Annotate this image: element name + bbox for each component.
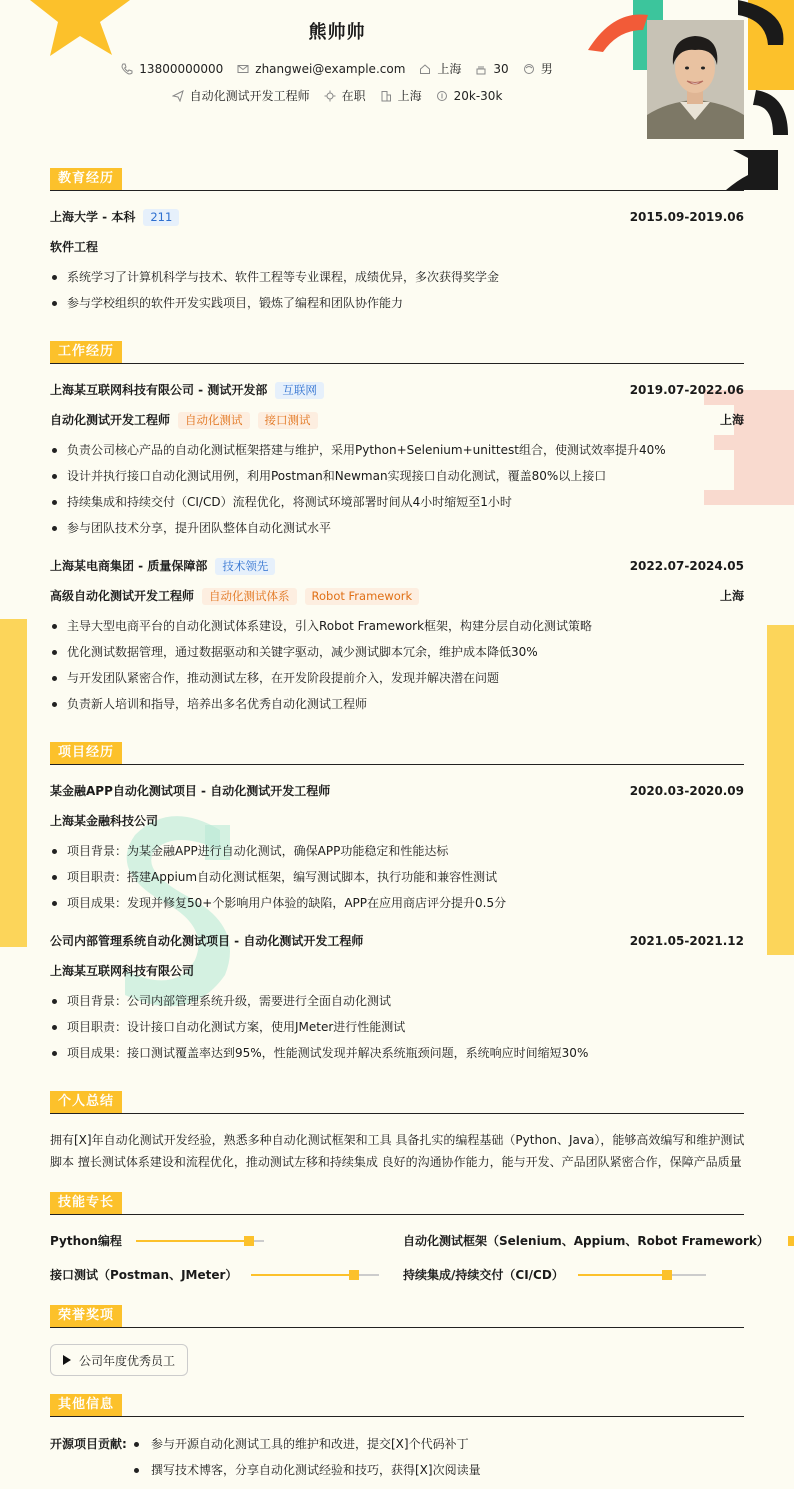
project-header — [50, 932, 744, 950]
section-education — [50, 168, 744, 191]
major: 软件工程 — [50, 240, 99, 254]
skill-bar — [578, 1274, 706, 1276]
job-intent-row — [0, 87, 674, 104]
role-tag: 自动化测试体系 — [202, 588, 297, 605]
role-title: 自动化测试开发工程师 — [50, 413, 171, 427]
school-tag: 211 — [143, 209, 179, 226]
age-icon — [475, 63, 487, 75]
company-name: 上海某电商集团 - 质量保障部 — [50, 559, 208, 573]
project-company-row — [50, 962, 744, 980]
skill-item — [50, 1266, 379, 1284]
section-title: 工作经历 — [50, 341, 122, 363]
section-work — [50, 341, 744, 364]
skill-fill — [136, 1240, 249, 1242]
section-title: 项目经历 — [50, 742, 122, 764]
skill-knob — [349, 1270, 359, 1280]
job-city — [380, 87, 422, 104]
list-item: 参与开源自动化测试工具的维护和改进，提交[X]个代码补丁 — [134, 1435, 469, 1453]
list-item: 项目职责：搭建Appium自动化测试框架，编写测试脚本，执行功能和兼容性测试 — [50, 868, 744, 886]
contact-gender — [523, 60, 553, 77]
work-city: 上海 — [719, 413, 744, 427]
project-company: 上海某金融科技公司 — [50, 814, 159, 828]
award-item[interactable] — [50, 1344, 188, 1376]
section-skills — [50, 1192, 744, 1215]
skill-bar — [251, 1274, 379, 1276]
project-company: 上海某互联网科技有限公司 — [50, 964, 195, 978]
section-title: 荣誉奖项 — [50, 1305, 122, 1327]
list-item: 系统学习了计算机科学与技术、软件工程等专业课程，成绩优异，多次获得奖学金 — [50, 268, 744, 286]
list-item: 项目成果：发现并修复50+个影响用户体验的缺陷，APP在应用商店评分提升0.5分 — [50, 894, 744, 912]
list-item: 项目背景：为某金融APP进行自动化测试，确保APP功能稳定和性能达标 — [50, 842, 744, 860]
contact-age — [475, 60, 508, 77]
work-role-row — [50, 587, 744, 605]
job-status — [324, 87, 366, 104]
contact-row — [0, 60, 674, 77]
building-icon — [380, 90, 392, 102]
work-date: 2019.07-2022.06 — [629, 383, 744, 397]
skill-fill — [578, 1274, 668, 1276]
list-item: 参与团队技术分享，提升团队整体自动化测试水平 — [50, 519, 744, 537]
contact-city — [419, 60, 461, 77]
candidate-name: 熊帅帅 — [308, 22, 366, 43]
school-name: 上海大学 - 本科 — [50, 210, 136, 224]
education-major-row — [50, 238, 744, 256]
company-tag: 互联网 — [275, 382, 324, 399]
project-date: 2021.05-2021.12 — [629, 934, 744, 948]
project-header — [50, 782, 744, 800]
phone-text: 13800000000 — [139, 61, 224, 76]
skill-name: 接口测试（Postman、JMeter） — [50, 1268, 238, 1282]
job-title-text: 自动化测试开发工程师 — [189, 89, 310, 103]
work-date: 2022.07-2024.05 — [629, 559, 744, 573]
gender-icon — [523, 63, 535, 75]
project-title: 某金融APP自动化测试项目 - 自动化测试开发工程师 — [50, 784, 331, 798]
avatar — [647, 20, 744, 139]
list-item: 负责公司核心产品的自动化测试框架搭建与维护，采用Python+Selenium+unittest组合，使测试效率提升40% — [50, 441, 744, 459]
skill-name: 持续集成/持续交付（CI/CD） — [403, 1268, 564, 1282]
project-date: 2020.03-2020.09 — [629, 784, 744, 798]
work-header — [50, 557, 744, 575]
section-title: 技能专长 — [50, 1192, 122, 1214]
project-company-row — [50, 812, 744, 830]
summary-line: 拥有[X]年自动化测试开发经验，熟悉多种自动化测试框架和工具 具备扎实的编程基础（Python、Java），能够高效编写和维护测试 — [50, 1133, 745, 1147]
city-text: 上海 — [437, 62, 462, 76]
skill-name: 自动化测试框架（Selenium、Appium、Robot Framework） — [403, 1234, 769, 1248]
company-name: 上海某互联网科技有限公司 - 测试开发部 — [50, 383, 268, 397]
list-item: 主导大型电商平台的自动化测试体系建设，引入Robot Framework框架，构建分层自动化测试策略 — [50, 617, 744, 635]
salary-icon — [436, 90, 448, 102]
role-title: 高级自动化测试开发工程师 — [50, 589, 195, 603]
list-item: 与开发团队紧密合作，推动测试左移，在开发阶段提前介入，发现并解决潜在问题 — [50, 669, 744, 687]
skill-knob — [244, 1236, 254, 1246]
status-icon — [324, 90, 336, 102]
role-tag: 自动化测试 — [178, 412, 250, 429]
role-tag: Robot Framework — [305, 588, 420, 605]
skill-item — [50, 1232, 264, 1250]
send-icon — [172, 90, 184, 102]
role-tag: 接口测试 — [258, 412, 318, 429]
other-label: 开源项目贡献: — [50, 1437, 127, 1451]
education-header — [50, 208, 744, 226]
list-item: 参与学校组织的软件开发实践项目，锻炼了编程和团队协作能力 — [50, 294, 744, 312]
list-item: 优化测试数据管理，通过数据驱动和关键字驱动，减少测试脚本冗余，维护成本降低30% — [50, 643, 744, 661]
summary-line: 脚本 擅长测试体系建设和流程优化，推动测试左移和持续集成 良好的沟通协作能力，能与开发、产品团队紧密合作，保障产品质量 — [50, 1155, 742, 1169]
section-other — [50, 1394, 744, 1417]
company-tag: 技术领先 — [215, 558, 275, 575]
gender-text: 男 — [540, 62, 553, 76]
skill-item — [403, 1232, 793, 1250]
triangle-right-icon — [63, 1355, 71, 1365]
list-item: 设计并执行接口自动化测试用例，利用Postman和Newman实现接口自动化测试，覆盖80%以上接口 — [50, 467, 744, 485]
award-text: 公司年度优秀员工 — [79, 1353, 176, 1368]
work-city: 上海 — [719, 589, 744, 603]
list-item: 项目职责：设计接口自动化测试方案，使用JMeter进行性能测试 — [50, 1018, 744, 1036]
mail-icon — [237, 63, 249, 75]
job-salary — [436, 87, 503, 104]
job-title — [172, 87, 310, 104]
job-city-text: 上海 — [397, 89, 422, 103]
project-title: 公司内部管理系统自动化测试项目 - 自动化测试开发工程师 — [50, 934, 364, 948]
section-title: 个人总结 — [50, 1091, 122, 1113]
age-text: 30 — [493, 61, 509, 76]
home-icon — [419, 63, 431, 75]
list-item: 负责新人培训和指导，培养出多名优秀自动化测试工程师 — [50, 695, 744, 713]
avatar-portrait — [647, 20, 744, 139]
list-item: 撰写技术博客，分享自动化测试经验和技巧，获得[X]次阅读量 — [134, 1461, 481, 1479]
email-text: zhangwei@example.com — [255, 61, 406, 76]
skill-knob — [788, 1236, 794, 1246]
salary-text: 20k-30k — [453, 88, 503, 103]
job-status-text: 在职 — [341, 89, 366, 103]
skill-bar — [783, 1240, 793, 1242]
list-item: 持续集成和持续交付（CI/CD）流程优化，将测试环境部署时间从4小时缩短至1小时 — [50, 493, 744, 511]
section-title: 教育经历 — [50, 168, 122, 190]
summary-text — [50, 1129, 746, 1173]
phone-icon — [121, 63, 133, 75]
section-summary — [50, 1091, 744, 1114]
section-title: 其他信息 — [50, 1394, 122, 1416]
skill-fill — [251, 1274, 353, 1276]
section-projects — [50, 742, 744, 765]
education-date: 2015.09-2019.06 — [629, 210, 744, 224]
skill-knob — [662, 1270, 672, 1280]
skill-item — [403, 1266, 706, 1284]
section-awards — [50, 1305, 744, 1328]
list-item: 项目背景：公司内部管理系统升级，需要进行全面自动化测试 — [50, 992, 744, 1010]
list-item: 项目成果：接口测试覆盖率达到95%，性能测试发现并解决系统瓶颈问题，系统响应时间缩短30% — [50, 1044, 744, 1062]
work-header — [50, 381, 744, 399]
skill-bar — [136, 1240, 264, 1242]
work-role-row — [50, 411, 744, 429]
contact-phone — [121, 60, 223, 77]
contact-email — [237, 60, 405, 77]
skill-name: Python编程 — [50, 1234, 122, 1248]
